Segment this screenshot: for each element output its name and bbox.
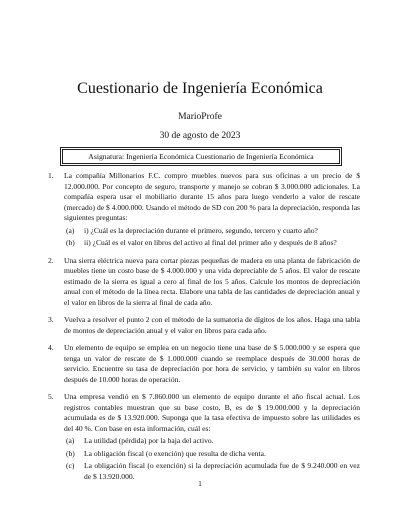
subitem bbox=[64, 226, 360, 237]
subject-box: Asignatura: Ingeniería Económica Cuestionario de Ingeniería Económica bbox=[62, 149, 340, 164]
subitem-text: i) ¿Cuál es la depreciación durante el primero, segundo, tercero y cuarto año? bbox=[84, 225, 318, 235]
problem-number: 2. bbox=[48, 255, 54, 265]
subitem-text: ii) ¿Cuál es el valor en libros del activo al final del primer año y después de 8 años? bbox=[84, 238, 337, 247]
problem-number: 3. bbox=[48, 315, 54, 324]
problem-number: 5. bbox=[48, 392, 54, 401]
problem-text: Una sierra eléctrica nueva para cortar piezas pequeñas de madera en una planta de fabricación de muebles tiene un costo base de $ 4.000.000 y una vida depreciable de 5 años. El valor de rescate estimado de la sierra es igual a cero al final de los 5 años. Calcule los montos de depreciación anual con el método de la línea recta. Elabore una tabla de las cantidades de depreciación anual y el valor en libros de la sierra al final de cada año. bbox=[64, 255, 360, 307]
subitem-label: (a) bbox=[66, 436, 75, 445]
document-date: 30 de agosto de 2023 bbox=[159, 131, 241, 141]
subitem-label: (c) bbox=[66, 461, 75, 470]
subitem-text: La obligación fiscal (o exención) que resulta de dicha venta. bbox=[84, 448, 266, 458]
subitem bbox=[64, 449, 360, 460]
document-title: Cuestionario de Ingeniería Económica bbox=[77, 80, 323, 97]
subitem-label: (a) bbox=[66, 225, 75, 235]
problem-item bbox=[48, 392, 360, 482]
problem-item bbox=[48, 343, 360, 385]
subitem-label: (b) bbox=[66, 448, 75, 458]
page-number: 1 bbox=[198, 479, 202, 488]
subitem bbox=[64, 238, 360, 249]
problem-list bbox=[48, 171, 360, 489]
subitem bbox=[64, 436, 360, 447]
problem-text: Un elemento de equipo se emplea en un negocio tiene una base de $ 5.000.000 y se espera que tenga un valor de rescate de $ 1.000.000 cuando se reemplace después de 30.000 horas de servicio. Encuentre su tasa de depreciación por hora de servicio, y también su valor en libros después de 10.000 horas de operación. bbox=[64, 343, 360, 384]
problem-number: 4. bbox=[48, 343, 54, 352]
problem-number: 1. bbox=[48, 171, 54, 180]
subitem-list bbox=[64, 436, 360, 482]
problem-item bbox=[48, 315, 360, 336]
subitem-text: La obligación fiscal (o exención) si la depreciación acumulada fue de $ 9.240.000 en vez de $ 13.920.000. bbox=[84, 461, 360, 481]
problem-item bbox=[48, 256, 360, 309]
problem-text: Vuelva a resolver el punto 2 con el método de la sumatoria de dígitos de los años. Haga una tabla de montos de depreciación anual y el valor en libros para cada año. bbox=[64, 315, 360, 335]
subitem-label: (b) bbox=[66, 238, 75, 247]
subitem-list bbox=[64, 226, 360, 249]
problem-item bbox=[48, 171, 360, 249]
problem-text: Una empresa vendió en $ 7.860.000 un elemento de equipo durante el año fiscal actual. Los registros contables muestran que su base costo, B, es de $ 19.000.000 y la depreciación acumulada es de $ 13.920.000. Suponga que la tasa efectiva de impuesto sobre las utilidades es del 40 %. Con base en esta información, cuál es: bbox=[64, 392, 360, 433]
problem-text: La compañía Millonarios F.C. compro muebles nuevos para sus oficinas a un precio de $ 12.000.000. Por concepto de seguro, transporte y manejo se cobran $ 3.000.000 adicionales. La compañía espera usar el mobiliario durante 15 años para luego venderlo a valor de rescate (mercado) de $ 4.000.000. Usando el método de SD con 200 % para la depreciación, responda las siguientes preguntas: bbox=[64, 171, 360, 222]
document-author: MarioProfe bbox=[178, 112, 222, 122]
subitem-text: La utilidad (pérdida) por la baja del activo. bbox=[84, 436, 214, 445]
